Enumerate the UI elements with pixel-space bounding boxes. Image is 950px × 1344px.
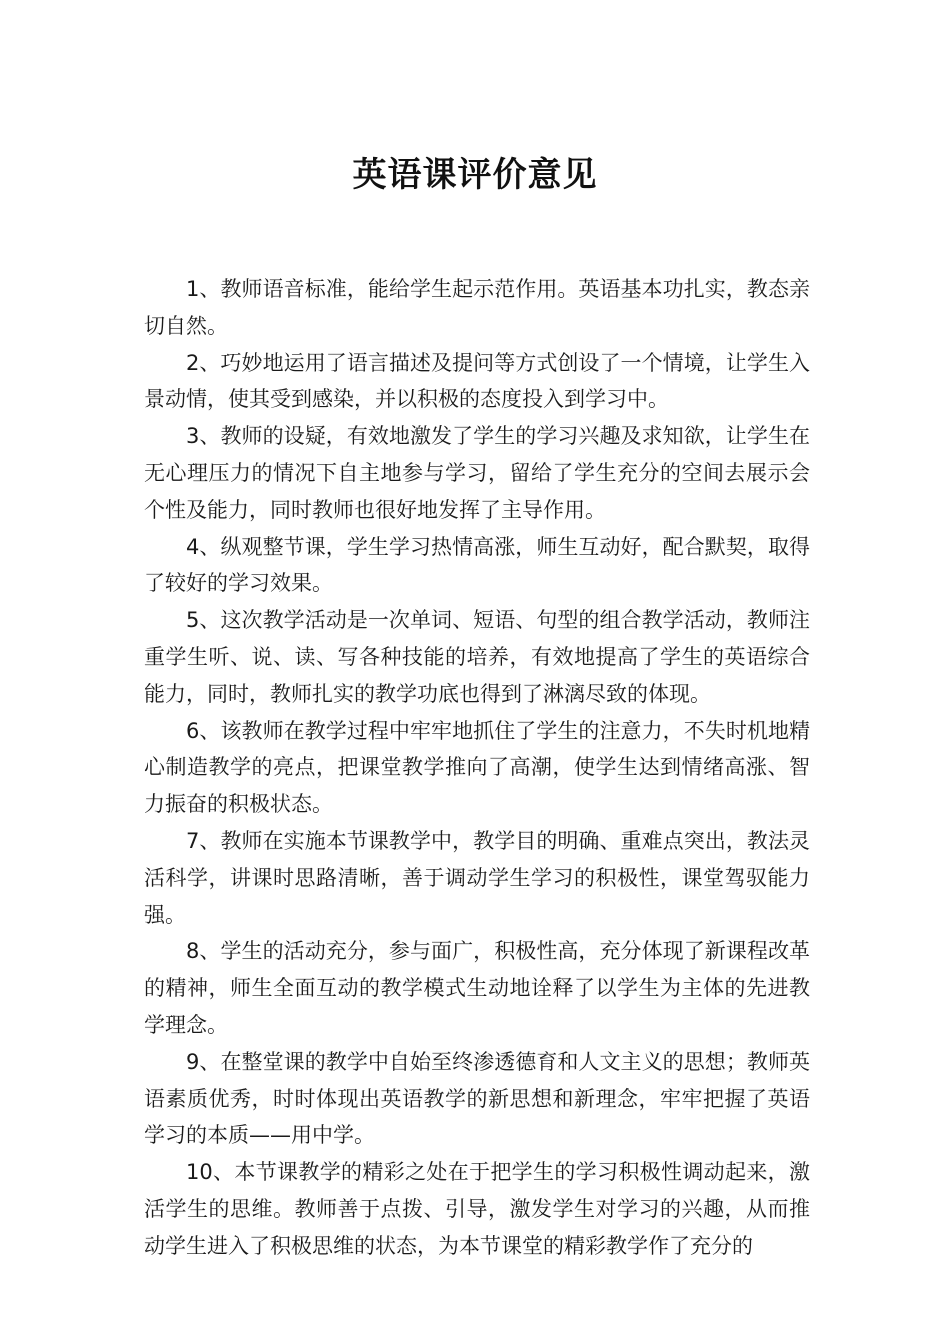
paragraph-9: 9、在整堂课的教学中自始至终渗透德育和人文主义的思想；教师英语素质优秀，时时体现出英语教学的新思想和新理念，牢牢把握了英语学习的本质——用中学。 [144,1049,810,1148]
paragraph-6: 6、该教师在教学过程中牢牢地抓住了学生的注意力，不失时机地精心制造教学的亮点，把课堂教学推向了高潮，使学生达到情绪高涨、智力振奋的积极状态。 [144,718,810,817]
paragraph-10: 10、本节课教学的精彩之处在于把学生的学习积极性调动起来，激活学生的思维。教师善于点拨、引导，激发学生对学习的兴趣，从而推动学生进入了积极思维的状态，为本节课堂的精彩教学作了充分的 [144,1160,810,1258]
paragraph-8: 8、学生的活动充分，参与面广，积极性高，充分体现了新课程改革的精神，师生全面互动的教学模式生动地诠释了以学生为主体的先进教学理念。 [144,939,810,1037]
paragraph-3: 3、教师的设疑，有效地激发了学生的学习兴趣及求知欲，让学生在无心理压力的情况下自主地参与学习，留给了学生充分的空间去展示会个性及能力，同时教师也很好地发挥了主导作用。 [144,424,810,522]
document-body [144,271,810,1265]
paragraph-7: 7、教师在实施本节课教学中，教学目的明确、重难点突出，教法灵活科学，讲课时思路清晰，善于调动学生学习的积极性，课堂驾驭能力强。 [144,828,810,927]
paragraph-4: 4、纵观整节课，学生学习热情高涨，师生互动好，配合默契，取得了较好的学习效果。 [144,534,810,596]
paragraph-1: 1、教师语音标准，能给学生起示范作用。英语基本功扎实，教态亲切自然。 [144,277,810,338]
document-title: 英语课评价意见 [352,155,598,195]
paragraph-5: 5、这次教学活动是一次单词、短语、句型的组合教学活动，教师注重学生听、说、读、写各种技能的培养，有效地提高了学生的英语综合能力，同时，教师扎实的教学功底也得到了淋漓尽致的体现。 [144,608,810,706]
paragraph-2: 2、巧妙地运用了语言描述及提问等方式创设了一个情境，让学生入 景动情，使其受到感染，并以积极的态度投入到学习中。 [144,350,810,412]
